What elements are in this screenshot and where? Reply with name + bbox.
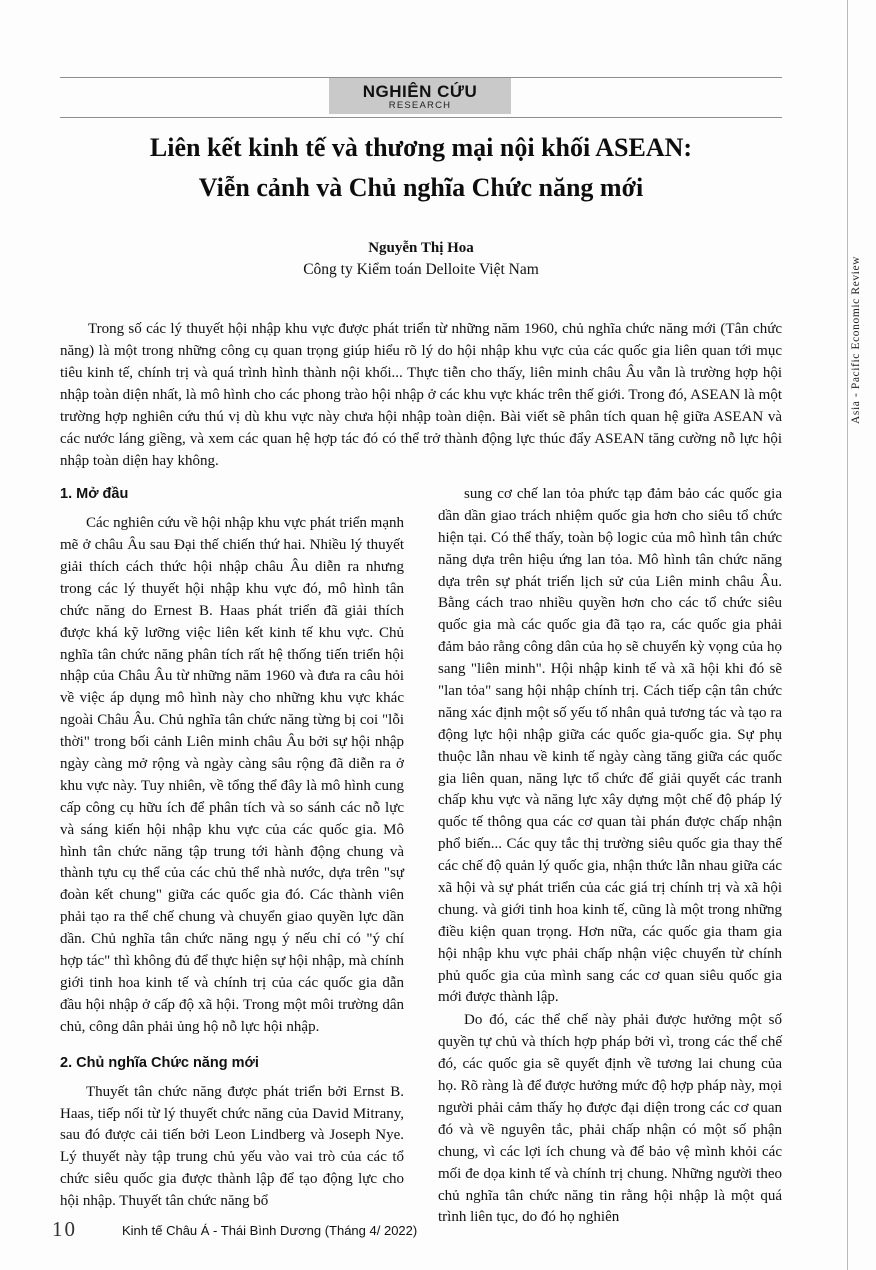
journal-side-label: Asia - Pacific Economic Review (850, 255, 862, 425)
column-right (438, 484, 782, 1229)
page-number: 10 (52, 1217, 77, 1241)
heading-section-2: 2. Chủ nghĩa Chức năng mới (60, 1054, 259, 1071)
author-affiliation: Công ty Kiểm toán Delloite Việt Nam (303, 261, 539, 278)
paragraph-s2-p2: sung cơ chế lan tỏa phức tạp đảm bảo các quốc gia dần dần giao trách nhiệm quốc gia hơn cho siêu tổ chức hiện tại. Có thể thấy, toàn bộ logic của mô hình tân chức năng dựa trên hiệu ứng lan tỏa. Mô hình tân chức năng dựa trên sự phát triển lịch sử của Liên minh châu Âu. Bằng cách trao nhiều quyền hơn cho các tổ chức siêu quốc gia mà các quốc gia đã tạo ra, các quốc gia phải đảm bảo rằng công dân của họ sẽ chuyển kỳ vọng của họ sang "liên minh". Hội nhập kinh tế và xã hội khi đó sẽ "lan tỏa" sang hội nhập chính trị. Cách tiếp cận tân chức năng xác định một số yếu tố nhân quả tương tác và tạo ra động lực hội nhập giữa các quốc gia-quốc gia. Sự phụ thuộc lẫn nhau về kinh tế ngày càng tăng giữa các quốc gia liên quan, năng lực tổ chức để giải quyết các tranh chấp khu vực và năng lực xây dựng một chế độ pháp lý quốc tế thông qua các cơ quan tài phán được chấp nhận phổ biến... Các quy tắc thị trường siêu quốc gia thay thế các chế độ quản lý quốc gia, nhận thức lẫn nhau giữa các xã hội và sự phát triển của các giá trị chính trị và xã hội chung. và giới tinh hoa kinh tế, cũng là một trong những điều kiện quan trọng. Hơn nữa, các quốc gia tham gia hội nhập khu vực phải chấp nhận việc chuyển từ chính phủ quốc gia của mình sang các cơ quan siêu quốc gia mới được thành lập. (438, 486, 782, 1006)
article-title (60, 128, 782, 209)
page-content (52, 0, 820, 1270)
body-columns (60, 484, 782, 1226)
article-title-line2: Viễn cảnh và Chủ nghĩa Chức năng mới (198, 173, 644, 203)
article-title-line1: Liên kết kinh tế và thương mại nội khối ASEAN: (149, 133, 693, 162)
heading-section-1: 1. Mở đầu (60, 486, 129, 502)
footer-journal-text: Kinh tế Châu Á - Thái Bình Dương (Tháng 4/ 2022) (122, 1223, 418, 1238)
paragraph-s1-p1: Các nghiên cứu về hội nhập khu vực phát triển mạnh mẽ ở châu Âu sau Đại thế chiến thứ hai. Nhiều lý thuyết giải thích cách thức hội nhập châu Âu diễn ra nhưng trong các lý thuyết hội nhập khu vực đó, mô hình tân chức năng do Ernest B. Haas phát triển đã giải thích được khá kỹ lưỡng việc liên kết kinh tế khu vực. Chủ nghĩa tân chức năng phân tích rất hệ thống tiến triển hội nhập của Châu Âu từ những năm 1960 và đưa ra câu hỏi về việc áp dụng mô hình này cho những khu vực khác ngoài Châu Âu. Chủ nghĩa tân chức năng từng bị coi "lỗi thời" trong bối cảnh Liên minh châu Âu bởi sự hội nhập ngày càng mở rộng và ngày càng sâu rộng đã diễn ra ở khu vực này. Tuy nhiên, về tổng thể đây là mô hình cung cấp công cụ hữu ích để phân tích và so sánh các nỗ lực và sáng kiến hội nhập khu vực của các quốc gia. Mô hình tân chức năng tập trung tới hành động chung và thành tựu cụ thể của các chủ thể nhà nước, dựa trên "sự đoàn kết chung" giữa các quốc gia đó. Các thành viên phải tạo ra thể chế chung và chuyển giao quyền lực dần dần. Chủ nghĩa tân chức năng ngụ ý nếu chỉ có "ý chí hợp tác" thì không đủ để thực hiện sự hội nhập, mà chính giới tinh hoa kinh tế và chính trị của các quốc gia dẫn đầu hội nhập ở cấp độ xã hội. Trong một môi trường dân chủ, công dân phải ủng hộ nỗ lực hội nhập. (60, 515, 405, 1035)
header-rule-bottom (60, 117, 782, 118)
paragraph-s2-p1: Thuyết tân chức năng được phát triển bởi Ernst B. Haas, tiếp nối từ lý thuyết chức năng của David Mitrany, sau đó được cải tiến bởi Leon Lindberg và Joseph Nye. Lý thuyết này tập trung chủ yếu vào vai trò của các tổ chức siêu quốc gia được thành lập để tạo động lực cho hội nhập. Thuyết tân chức năng bổ (60, 1083, 404, 1210)
paragraph-s2-p3: Do đó, các thể chế này phải được hưởng một số quyền tự chủ và thích hợp pháp bởi vì, trong các thể chế đó, các quốc gia sẽ quyết định về tương lai chung của họ. Rõ ràng là để được hưởng mức độ hợp pháp này, mọi người phải cảm thấy họ được đại diện trong các cơ quan đó và về nguyên tắc, phải chấp nhận có một số phận chung, vì các lợi ích chung và để bảo vệ mình khỏi các mối đe dọa kinh tế và chính trị chung. Những người theo chủ nghĩa tân chức năng tin rằng hội nhập là một quá trình liên tục, do đó họ nghiên (438, 1012, 782, 1226)
banner-title-en: RESEARCH (388, 99, 452, 111)
banner-title-vi: NGHIÊN CỨU (362, 82, 478, 101)
author-name: Nguyễn Thị Hoa (368, 240, 474, 256)
abstract-text: Trong số các lý thuyết hội nhập khu vực được phát triển từ những năm 1960, chủ nghĩa chức năng mới (Tân chức năng) là một trong những công cụ quan trọng giúp hiểu rõ lý do hội nhập khu vực của các quốc gia liên quan tới mục tiêu kinh tế, chính trị và quá trình hình thành nội khối... Thực tiễn cho thấy, liên minh châu Âu vẫn là trường hợp hội nhập toàn diện nhất, là mô hình cho các phong trào hội nhập ở các khu vực khác trên thế giới. Trong đó, ASEAN là một trường hợp nghiên cứu thú vị dù khu vực này chưa hội nhập toàn diện. Bài viết sẽ phân tích quan hệ giữa ASEAN và các nước láng giềng, và xem các quan hệ hợp tác đó có thể trở thành động lực thúc đẩy ASEAN tăng cường nỗ lực hội nhập toàn diện hay không. (60, 321, 782, 470)
author-block (60, 240, 782, 279)
page-right-rule (847, 0, 848, 1270)
section-banner (60, 78, 780, 114)
banner-box (329, 78, 512, 114)
abstract (60, 318, 782, 472)
column-left (60, 484, 404, 1213)
